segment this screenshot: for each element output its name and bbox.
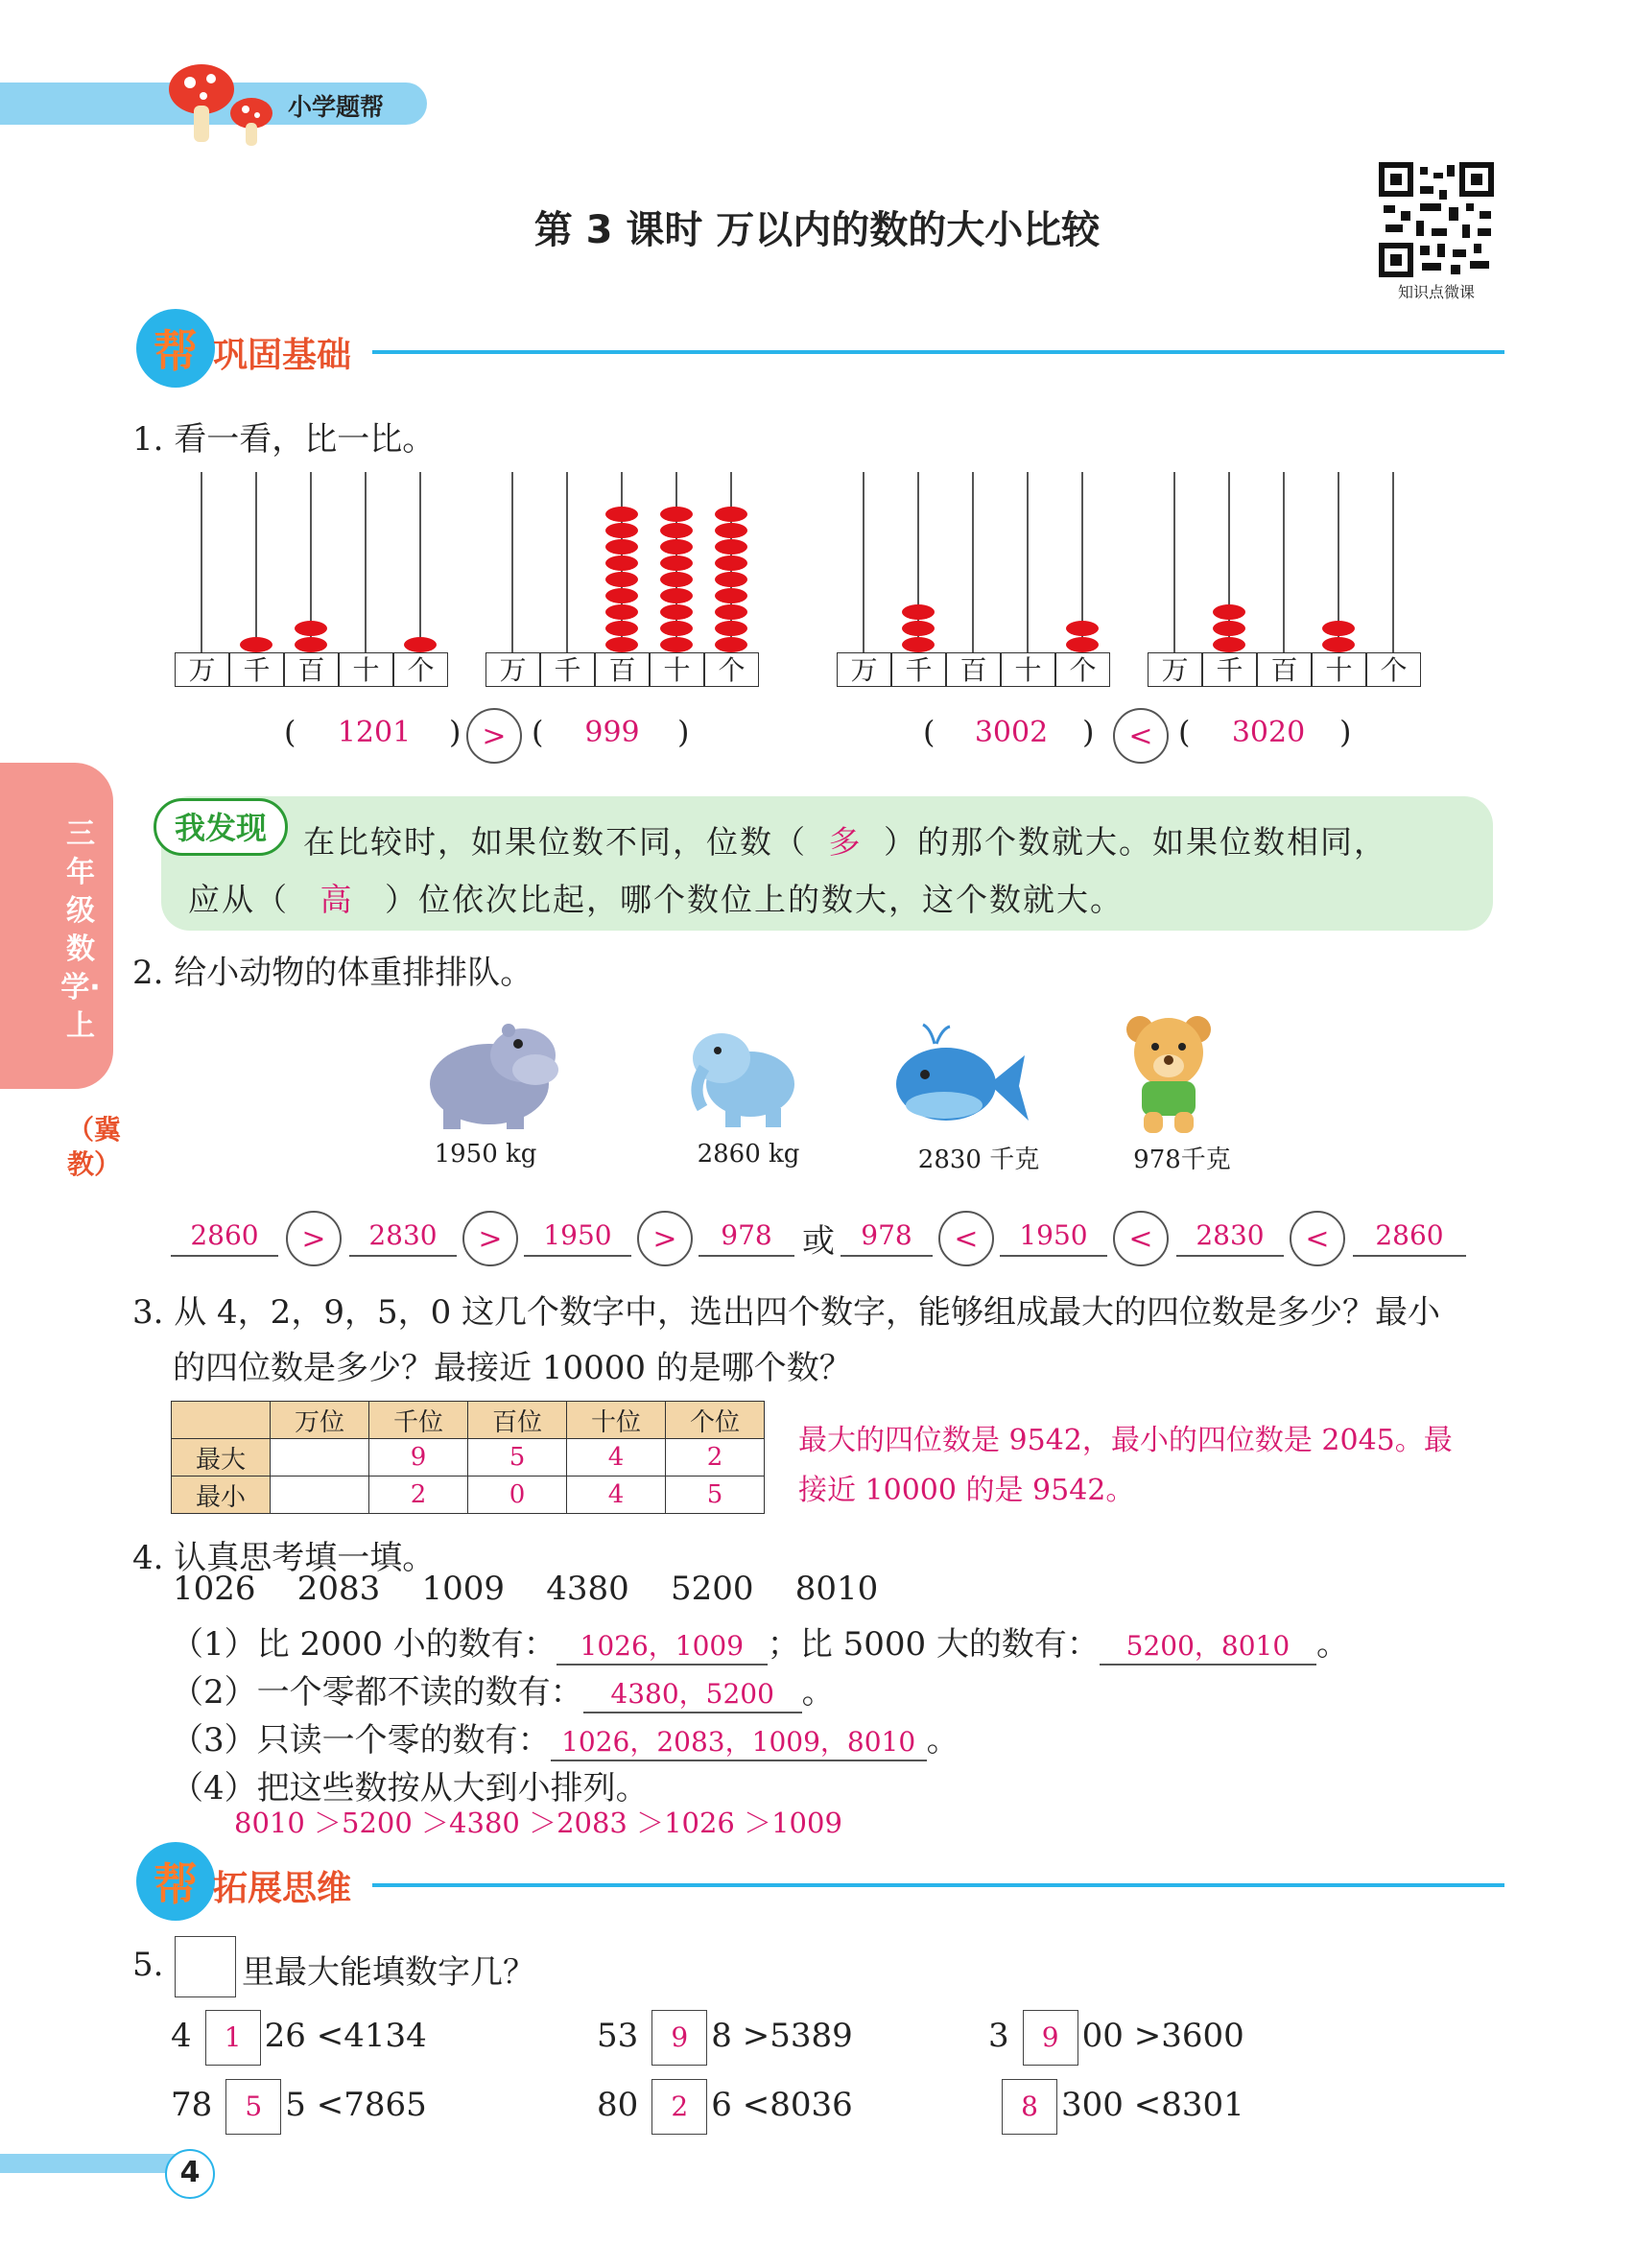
q3-prompt-1: 3. 从 4，2，9，5，0 这几个数字中，选出四个数字，能够组成最大的四位数是多少？最小 xyxy=(132,1293,1441,1332)
table-header: 万位 xyxy=(271,1402,369,1439)
q4-text: 。 xyxy=(1315,1625,1349,1664)
q5-item xyxy=(171,2076,427,2134)
animal-weight: 978千克 xyxy=(1133,1146,1231,1174)
q5-answer-box: 9 xyxy=(651,2010,707,2066)
q5-answer-box: 8 xyxy=(1002,2079,1057,2135)
table-header: 十位 xyxy=(567,1402,666,1439)
abacus-bead xyxy=(1213,621,1245,636)
q4-text: 。 xyxy=(801,1673,835,1712)
abacus-place-label: 个 xyxy=(393,652,448,687)
abacus-bead xyxy=(660,588,693,603)
q4-part-3 xyxy=(171,1713,959,1761)
table-cell: 2 xyxy=(666,1439,765,1477)
abacus-place-label: 千 xyxy=(229,652,284,687)
q5-pre: 53 xyxy=(597,2017,639,2055)
abacus-bead xyxy=(1066,621,1099,636)
table-cell: 9 xyxy=(369,1439,468,1477)
q1-right-1: 999 xyxy=(584,716,640,749)
abacus-rod xyxy=(201,472,202,652)
q5-pre: 80 xyxy=(597,2086,639,2124)
abacus-bead xyxy=(295,637,327,652)
q4-text: （1）比 2000 小的数有： xyxy=(171,1625,557,1664)
section-title-basic: 巩固基础 xyxy=(213,336,352,375)
q4-text: （2）一个零都不读的数有： xyxy=(171,1673,583,1712)
paren-close: ) xyxy=(1082,714,1095,750)
q5-post: 5 <7865 xyxy=(285,2086,427,2124)
q5-post: 26 <4134 xyxy=(264,2017,427,2055)
grade-label: 三年级数学·上 xyxy=(60,817,101,1043)
abacus-bead xyxy=(715,539,747,555)
elephant-image xyxy=(683,1022,808,1132)
abacus-bead xyxy=(902,604,935,620)
q1-left-2: 3002 xyxy=(974,716,1049,749)
abacus-bead xyxy=(605,588,638,603)
abacus-bead xyxy=(240,637,272,652)
q4-part-4: （4）把这些数按从大到小排列。 xyxy=(171,1769,649,1807)
abacus-rod xyxy=(972,472,974,652)
q4-text: ；比 5000 大的数有： xyxy=(767,1625,1100,1664)
qr-label: 知识点微课 xyxy=(1397,283,1475,301)
discovery-text: ）的那个数就大。如果位数相同， xyxy=(884,823,1387,861)
abacus-bead xyxy=(605,604,638,620)
q5-item xyxy=(597,2076,853,2134)
section-title-extend: 拓展思维 xyxy=(213,1869,352,1908)
abacus-bead xyxy=(605,572,638,587)
paren-close: ) xyxy=(677,714,690,750)
abacus-place-label: 个 xyxy=(704,652,759,687)
abacus-bead xyxy=(715,555,747,571)
abacus-rod xyxy=(863,472,864,652)
abacus-bead xyxy=(404,637,437,652)
abacus-place-label: 百 xyxy=(1257,652,1312,687)
discovery-answer-2: 高 xyxy=(320,881,354,918)
q1-right-2: 3020 xyxy=(1231,716,1306,749)
bear-image xyxy=(1121,1012,1217,1137)
q5-number: 5. xyxy=(132,1946,164,1984)
paren-open: ( xyxy=(1178,714,1191,750)
q5-pre: 78 xyxy=(171,2086,213,2124)
q5-item xyxy=(597,2007,853,2065)
q4-text: 。 xyxy=(926,1721,959,1760)
abacus-bead xyxy=(605,523,638,538)
or-label: 或 xyxy=(802,1222,835,1261)
abacus-bead xyxy=(1322,637,1355,652)
animal-weight: 2860 kg xyxy=(697,1140,800,1169)
abacus-bead xyxy=(715,507,747,522)
q5-answer-box: 1 xyxy=(205,2010,261,2066)
paren-close: ) xyxy=(449,714,462,750)
q5-prompt: 里最大能填数字几？ xyxy=(242,1953,535,1992)
mushroom-logo-icon xyxy=(163,56,288,152)
discovery-text: 应从（ xyxy=(188,881,289,918)
abacus-place-label: 百 xyxy=(595,652,650,687)
order-blank: 2830 xyxy=(349,1217,457,1257)
q4-prompt: 4. 认真思考填一填。 xyxy=(132,1539,436,1577)
order-blank: 1950 xyxy=(1000,1217,1107,1257)
q4-part-1 xyxy=(171,1618,1349,1666)
table-cell: 4 xyxy=(567,1439,666,1477)
abacus-place-label: 个 xyxy=(1366,652,1421,687)
brand-label: 小学题帮 xyxy=(288,93,385,121)
q5-answer-box: 5 xyxy=(225,2079,281,2135)
abacus-bead xyxy=(715,588,747,603)
abacus-rod xyxy=(1283,472,1285,652)
abacus-bead xyxy=(660,572,693,587)
abacus-bead xyxy=(715,637,747,652)
order-blank: 1950 xyxy=(524,1217,631,1257)
q5-post: 00 >3600 xyxy=(1081,2017,1244,2055)
discovery-text: ）位依次比起，哪个数位上的数大，这个数就大。 xyxy=(385,881,1124,918)
blank-box-icon xyxy=(175,1936,236,1997)
q5-post: 300 <8301 xyxy=(1061,2086,1244,2124)
abacus-place-label: 百 xyxy=(946,652,1001,687)
abacus-bead xyxy=(660,507,693,522)
abacus-bead xyxy=(715,604,747,620)
q5-item xyxy=(171,2007,427,2065)
table-header xyxy=(172,1402,271,1439)
table-cell xyxy=(271,1477,369,1514)
table-header: 百位 xyxy=(468,1402,567,1439)
hippo-image xyxy=(422,1017,566,1132)
q4-numbers: 1026 2083 1009 4380 5200 8010 xyxy=(173,1570,879,1608)
abacus-bead xyxy=(660,539,693,555)
abacus-bead xyxy=(902,621,935,636)
q4-order-answer: 8010 ＞5200 ＞4380 ＞2083 ＞1026 ＞1009 xyxy=(234,1807,842,1839)
abacus-place-label: 千 xyxy=(891,652,946,687)
abacus-bead xyxy=(1066,637,1099,652)
section-badge-char: 帮 xyxy=(154,1858,198,1910)
order-sign: < xyxy=(938,1211,994,1266)
lesson-title: 第 3 课时 万以内的数的大小比较 xyxy=(533,208,1101,252)
abacus-bead xyxy=(715,621,747,636)
page-number: 4 xyxy=(165,2149,215,2199)
row-label: 最大 xyxy=(172,1439,271,1477)
abacus-bead xyxy=(660,621,693,636)
q1-prompt: 1. 看一看，比一比。 xyxy=(132,420,436,459)
q4-part-2 xyxy=(171,1666,835,1713)
abacus-rod xyxy=(1027,472,1029,652)
section-divider xyxy=(372,350,1504,354)
abacus-rod xyxy=(255,472,257,652)
order-sign: < xyxy=(1113,1211,1169,1266)
q5-answer-box: 2 xyxy=(651,2079,707,2135)
order-sign: < xyxy=(1290,1211,1345,1266)
q5-item xyxy=(988,2076,1244,2134)
section-badge-char: 帮 xyxy=(154,325,198,377)
q1-sign-2: < xyxy=(1113,708,1169,764)
q4-answer: 4380，5200 xyxy=(583,1673,802,1713)
abacus-rod xyxy=(1173,472,1175,652)
paren-open: ( xyxy=(532,714,544,750)
abacus-bead xyxy=(1213,637,1245,652)
abacus-bead xyxy=(605,621,638,636)
q5-pre: 3 xyxy=(988,2017,1009,2055)
table-cell xyxy=(271,1439,369,1477)
place-value-table xyxy=(171,1401,765,1514)
abacus-bead xyxy=(660,555,693,571)
discovery-line-2 xyxy=(188,875,1124,920)
table-header: 千位 xyxy=(369,1402,468,1439)
q4-text: （3）只读一个零的数有： xyxy=(171,1721,551,1760)
abacus-place-label: 千 xyxy=(1202,652,1257,687)
abacus-place-label: 十 xyxy=(650,652,704,687)
abacus-rod xyxy=(566,472,568,652)
paren-close: ) xyxy=(1339,714,1352,750)
q4-answer: 1026，2083，1009，8010 xyxy=(551,1721,927,1761)
order-blank: 978 xyxy=(841,1217,933,1257)
q4-answer: 5200，8010 xyxy=(1100,1625,1316,1666)
order-sign: > xyxy=(462,1211,518,1266)
order-blank: 978 xyxy=(699,1217,794,1257)
abacus-place-label: 百 xyxy=(284,652,339,687)
abacus-rod xyxy=(1392,472,1394,652)
abacus-place-label: 十 xyxy=(339,652,393,687)
row-label: 最小 xyxy=(172,1477,271,1514)
abacus-place-label: 万 xyxy=(1148,652,1202,687)
order-sign: > xyxy=(637,1211,693,1266)
whale-image xyxy=(888,1017,1032,1132)
abacus-bead xyxy=(1213,604,1245,620)
abacus-bead xyxy=(295,621,327,636)
q4-answer: 1026，1009 xyxy=(557,1625,768,1666)
abacus-place-label: 万 xyxy=(485,652,540,687)
order-sign: > xyxy=(286,1211,342,1266)
abacus-place-label: 个 xyxy=(1055,652,1110,687)
abacus-rod xyxy=(365,472,367,652)
abacus-bead xyxy=(605,539,638,555)
order-blank: 2860 xyxy=(171,1217,278,1257)
abacus-bead xyxy=(605,555,638,571)
abacus-bead xyxy=(660,523,693,538)
discovery-line-1 xyxy=(303,817,1387,862)
q5-pre: 4 xyxy=(171,2017,192,2055)
q3-answer-2: 接近 10000 的是 9542。 xyxy=(798,1474,1135,1507)
q2-prompt: 2. 给小动物的体重排排队。 xyxy=(132,954,533,992)
order-blank: 2830 xyxy=(1176,1217,1284,1257)
discovery-text: 在比较时，如果位数不同，位数（ xyxy=(303,823,807,861)
animal-weight: 2830 千克 xyxy=(917,1146,1040,1174)
abacus-place-label: 十 xyxy=(1312,652,1366,687)
q5-post: 6 <8036 xyxy=(711,2086,853,2124)
table-cell: 4 xyxy=(567,1477,666,1514)
q5-item xyxy=(988,2007,1244,2065)
q1-sign-1: > xyxy=(466,708,522,764)
q5-answer-box: 9 xyxy=(1023,2010,1078,2066)
discovery-tag: 我发现 xyxy=(154,798,288,856)
paren-open: ( xyxy=(284,714,296,750)
edition-label: （冀教） xyxy=(67,1114,122,1180)
q5-post: 8 >5389 xyxy=(711,2017,853,2055)
abacus-rod xyxy=(511,472,513,652)
abacus-place-label: 十 xyxy=(1001,652,1055,687)
abacus-bead xyxy=(605,637,638,652)
abacus-bead xyxy=(715,523,747,538)
table-cell: 2 xyxy=(369,1477,468,1514)
paren-open: ( xyxy=(923,714,935,750)
abacus-rod xyxy=(419,472,421,652)
table-cell: 0 xyxy=(468,1477,567,1514)
abacus-bead xyxy=(660,637,693,652)
table-cell: 5 xyxy=(468,1439,567,1477)
table-cell: 5 xyxy=(666,1477,765,1514)
discovery-answer-1: 多 xyxy=(828,823,863,861)
order-blank: 2860 xyxy=(1353,1217,1466,1257)
q3-prompt-2: 的四位数是多少？最接近 10000 的是哪个数？ xyxy=(173,1349,852,1387)
abacus-bead xyxy=(902,637,935,652)
animal-weight: 1950 kg xyxy=(434,1140,537,1169)
table-header: 个位 xyxy=(666,1402,765,1439)
abacus-bead xyxy=(715,572,747,587)
section-divider xyxy=(372,1883,1504,1887)
abacus-bead xyxy=(1322,621,1355,636)
abacus-place-label: 万 xyxy=(175,652,229,687)
abacus-bead xyxy=(605,507,638,522)
q1-left-1: 1201 xyxy=(337,716,412,749)
abacus-place-label: 万 xyxy=(837,652,891,687)
abacus-bead xyxy=(660,604,693,620)
q3-answer-1: 最大的四位数是 9542，最小的四位数是 2045。最 xyxy=(798,1424,1453,1457)
abacus-place-label: 千 xyxy=(540,652,595,687)
